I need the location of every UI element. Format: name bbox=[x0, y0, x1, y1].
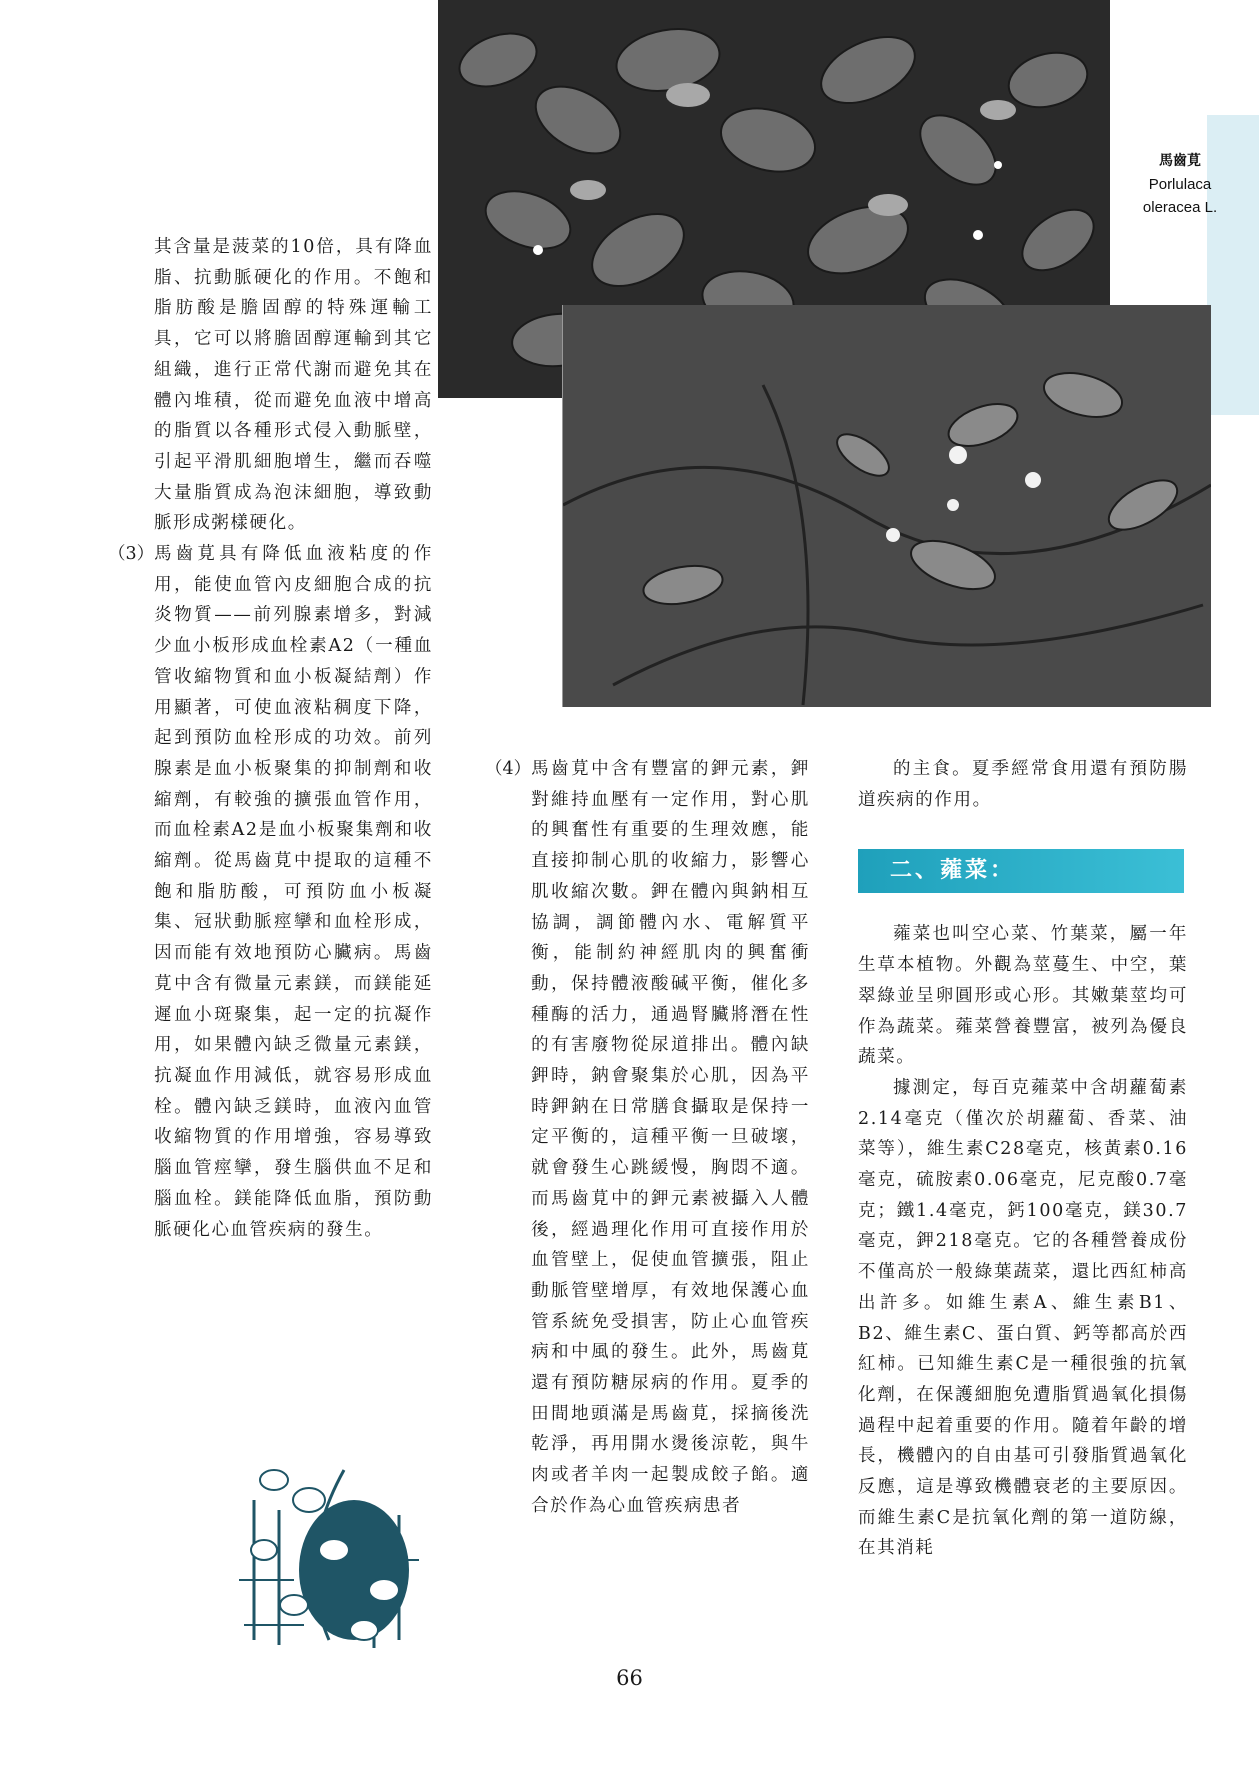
page-number: 66 bbox=[616, 1666, 643, 1690]
list-item-4 bbox=[485, 754, 810, 1522]
caption-latin-line1: Porlulaca bbox=[1148, 176, 1212, 193]
body-paragraph-1: 蕹菜也叫空心菜、竹葉菜，屬一年生草本植物。外觀為莖蔓生、中空，葉翠綠並呈卵圓形或心形。其嫩葉莖均可作為蔬菜。蕹菜營養豐富，被列為優良蔬菜。 bbox=[858, 924, 1188, 1068]
left-text-column bbox=[108, 232, 433, 1245]
section-heading: 二、蕹菜： bbox=[858, 849, 1184, 893]
middle-text-column bbox=[485, 754, 810, 1522]
caption-chinese-name: 馬齒莧 bbox=[1159, 153, 1201, 169]
continued-paragraph: 其含量是菠菜的10倍，具有降血脂、抗動脈硬化的作用。不飽和脂肪酸是膽固醇的特殊運輸工具，它可以將膽固醇運輸到其它組織，進行正常代謝而避免其在體內堆積，從而避免血液中增高的脂質以各種形式侵入動脈壁，引起平滑肌細胞增生，繼而吞噬大量脂質成為泡沫細胞，導致動脈形成粥樣硬化。 bbox=[154, 237, 433, 534]
body-paragraph-2: 據測定，每百克蕹菜中含胡蘿蔔素2.14毫克（僅次於胡蘿蔔、香菜、油菜等），維生素C28毫克，核黃素0.16毫克，硫胺素0.06毫克，尼克酸0.7毫克；鐵1.4毫克，鈣100毫克，鎂30.7毫克，鉀218毫克。它的各種營養成份不僅高於一般綠葉蔬菜，還比西紅柿高出許多。如維生素A、維生素B1、B2、維生素C、蛋白質、鈣等都高於西紅柿。已知維生素C是一種很強的抗氧化劑，在保護細胞免遭脂質過氧化損傷過程中起着重要的作用。隨着年齡的增長，機體內的自由基可引發脂質過氧化反應，這是導致機體衰老的主要原因。而維生素C是抗氧化劑的第一道防線，在其消耗 bbox=[858, 1077, 1188, 1559]
list-text-3: 馬齒莧具有降低血液粘度的作用，能使血管內皮細胞合成的抗炎物質——前列腺素增多，對減少血小板形成血栓素A2（一種血管收縮物質和血小板凝結劑）作用顯著，可使血液粘稠度下降，起到預防血栓形成的功效。前列腺素是血小板聚集的抑制劑和收縮劑，有較強的擴張血管作用，而血栓素A2是血小板聚集劑和收縮劑。從馬齒莧中提取的這種不飽和脂肪酸，可預防血小板凝集、冠狀動脈痙攣和血栓形成，因而能有效地預防心臟病。馬齒莧中含有微量元素鎂，而鎂能延遲血小斑聚集，起一定的抗凝作用，如果體內缺乏微量元素鎂，抗凝血作用減低，就容易形成血栓。體內缺乏鎂時，血液內血管收縮物質的作用增強，容易導致腦血管痙攣，發生腦供血不足和腦血栓。鎂能降低血脂，預防動脈硬化心血管疾病的發生。 bbox=[154, 544, 433, 1240]
list-number-3: （3） bbox=[108, 544, 155, 565]
list-text-4: 馬齒莧中含有豐富的鉀元素，鉀對維持血壓有一定作用，對心肌的興奮性有重要的生理效應，能直接抑制心肌的收縮力，影響心肌收縮次數。鉀在體內與鈉相互協調，調節體內水、電解質平衡，能制約神經肌肉的興奮衝動，保持體液酸碱平衡，催化多種酶的活力，通過腎臟將潛在性的有害廢物從尿道排出。體內缺鉀時，鈉會聚集於心肌，因為平時鉀鈉在日常膳食攝取是保持一定平衡的，這種平衡一旦破壞，就會發生心跳緩慢，胸悶不適。而馬齒莧中的鉀元素被攝入人體後，經過理化作用可直接作用於血管壁上，促使血管擴張，阻止動脈管壁增厚，有效地保護心血管系統免受損害，防止心血管疾病和中風的發生。此外，馬齒莧還有預防糖尿病的作用。夏季的田間地頭滿是馬齒莧，採摘後洗乾淨，再用開水燙後涼乾，與牛肉或者羊肉一起製成餃子餡。適合於作為心血管疾病患者 bbox=[531, 759, 810, 1516]
photo-caption bbox=[1110, 150, 1250, 219]
list-number-4: （4） bbox=[485, 759, 532, 779]
right-text-column bbox=[858, 754, 1188, 1564]
list-item-3 bbox=[108, 539, 433, 1245]
purslane-photo-ground bbox=[562, 305, 1211, 707]
decorative-plant-illustration bbox=[234, 1440, 434, 1652]
caption-latin-line2: oleracea L. bbox=[1142, 199, 1218, 216]
continued-paragraph-right: 的主食。夏季經常食用還有預防腸道疾病的作用。 bbox=[858, 759, 1188, 810]
